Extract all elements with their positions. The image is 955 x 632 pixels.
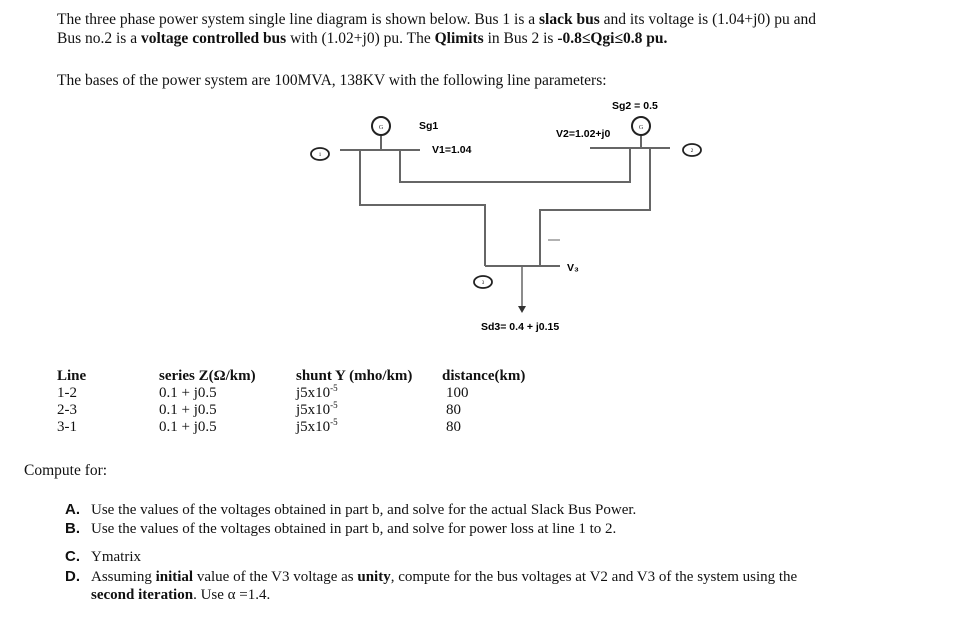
shunt-base: j5x10: [296, 402, 331, 418]
question-text: Use the values of the voltages obtained in part b, and solve for power loss at line 1 to 2.: [91, 521, 617, 537]
table-col-line: [57, 368, 86, 436]
shunt-exponent: -5: [330, 417, 338, 427]
intro-text: The three phase power system single line diagram is shown below. Bus 1 is a: [57, 11, 539, 28]
table-cell: 80: [446, 402, 461, 418]
line-2-3: [540, 148, 650, 266]
gen1-letter: G: [378, 125, 384, 131]
table-cell: [296, 385, 412, 402]
question-d-cont: [91, 586, 270, 605]
intro-bold: Qlimits: [434, 30, 484, 47]
load-arrow: [518, 306, 526, 313]
question-bold: initial: [155, 569, 194, 585]
bus-2-number: 2: [690, 149, 694, 154]
header-series: series Z(Ω/km): [159, 368, 256, 384]
intro-text: and its voltage is (1.04+j0) pu and: [599, 11, 816, 28]
intro-text: in Bus 2 is: [483, 30, 558, 47]
table-cell: [296, 402, 412, 419]
intro-text: with (1.02+j0) pu. The: [286, 30, 435, 47]
sd3-label: Sd3= 0.4 + j0.15: [481, 321, 560, 333]
table-col-series: [159, 368, 256, 436]
question-bold: second iteration: [91, 587, 194, 603]
question-c: [65, 547, 141, 567]
intro-bold: voltage controlled bus: [140, 30, 287, 47]
header-shunt: shunt Y (mho/km): [296, 368, 413, 384]
table-cell: 0.1 + j0.5: [159, 385, 217, 401]
shunt-exponent: -5: [330, 400, 338, 410]
table-cell: 0.1 + j0.5: [159, 419, 217, 435]
table-col-distance: [442, 368, 525, 436]
header-distance: distance(km): [442, 368, 526, 384]
intro-text: Bus no.2 is a: [57, 30, 141, 47]
question-text: value of the V3 voltage as: [193, 569, 358, 585]
intro-bold: slack bus: [538, 11, 600, 28]
table-cell: 1-2: [57, 385, 77, 401]
question-text: Use the values of the voltages obtained in part b, and solve for the actual Slack Bus Power.: [91, 502, 637, 518]
question-letter: B.: [65, 520, 80, 537]
question-text: Assuming: [91, 569, 156, 585]
v1-label: V1=1.04: [432, 144, 472, 156]
line-1-3: [360, 150, 485, 266]
table-cell: 0.1 + j0.5: [159, 402, 217, 418]
shunt-base: j5x10: [296, 385, 331, 401]
question-bold: unity: [357, 569, 391, 585]
v3-label: V₃: [567, 262, 579, 274]
question-a: [65, 500, 636, 520]
v2-label: V2=1.02+j0: [556, 128, 611, 140]
intro-bold: -0.8≤Qgi≤0.8 pu.: [557, 30, 668, 47]
table-col-shunt: [296, 368, 412, 436]
question-text: , compute for the bus voltages at V2 and V3 of the system using the: [390, 569, 798, 585]
gen2-letter: G: [638, 125, 644, 131]
shunt-base: j5x10: [296, 419, 331, 435]
question-letter: C.: [65, 548, 80, 565]
table-cell: [296, 419, 412, 436]
table-cell: 100: [446, 385, 469, 401]
question-b: [65, 519, 616, 539]
question-d: [65, 567, 797, 587]
compute-heading: Compute for:: [24, 462, 108, 479]
header-line: Line: [57, 368, 87, 384]
intro-line-3: The bases of the power system are 100MVA, 138KV with the following line parameters:: [57, 72, 607, 89]
question-letter: D.: [65, 568, 80, 585]
question-text: Ymatrix: [91, 549, 141, 565]
question-letter: A.: [65, 501, 80, 518]
table-cell: 2-3: [57, 402, 77, 418]
sg1-label: Sg1: [419, 120, 439, 132]
sg2-label: Sg2 = 0.5: [612, 100, 658, 112]
shunt-exponent: -5: [330, 383, 338, 393]
table-cell: 80: [446, 419, 461, 435]
bus-3-number: 3: [481, 281, 485, 286]
bus-1-number: 1: [318, 153, 322, 158]
question-text: . Use α =1.4.: [193, 587, 271, 603]
table-cell: 3-1: [57, 419, 77, 435]
